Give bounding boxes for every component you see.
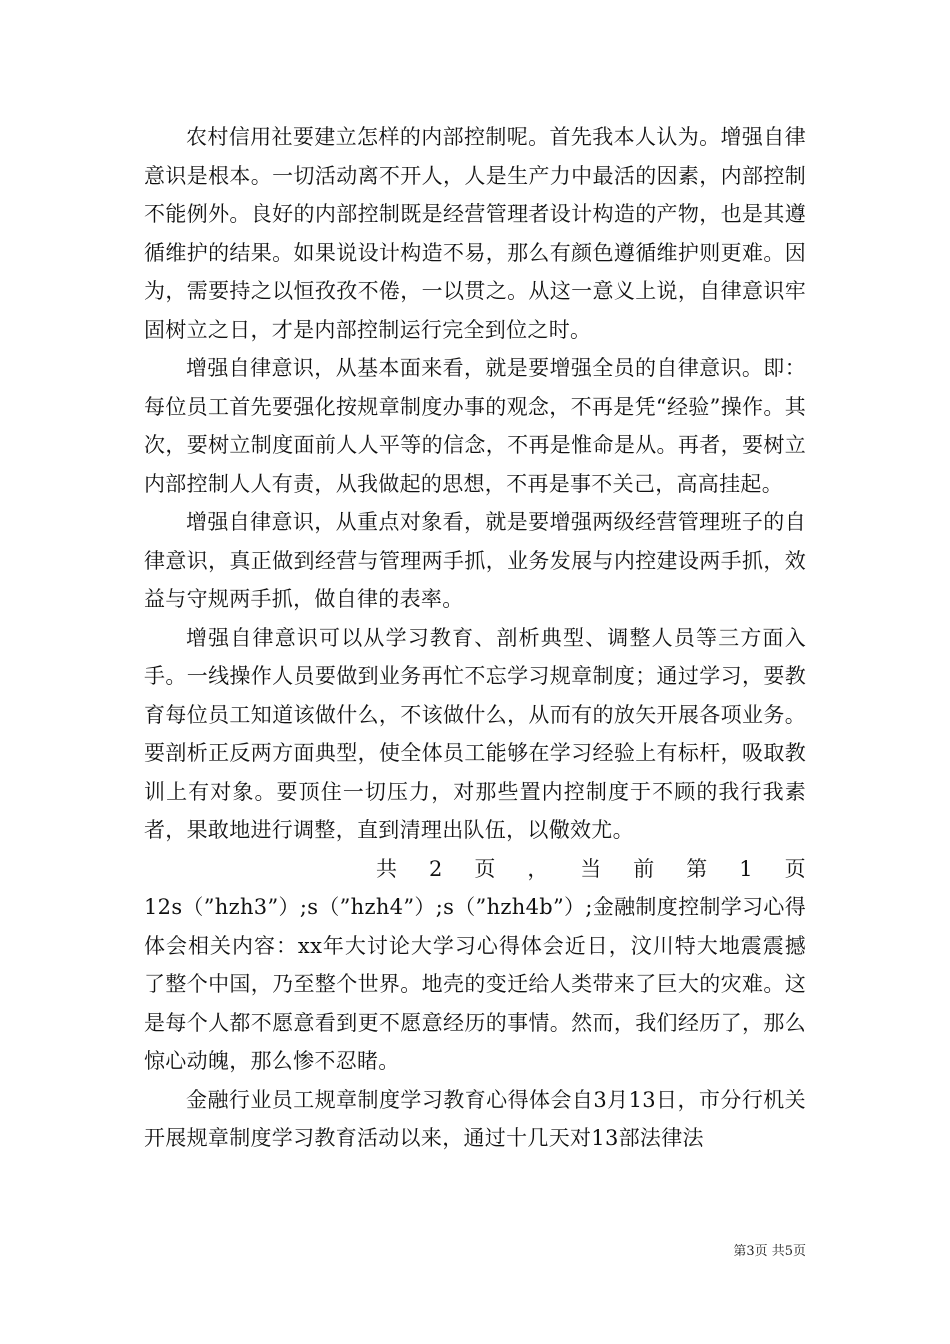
pager-char: ， — [527, 856, 549, 881]
paragraph-3: 增强自律意识，从重点对象看，就是要增强两级经营管理班子的自律意识，真正做到经营与管理两手抓，业务发展与内控建设两手抓，效益与守规两手抓，做自律的表率。 — [144, 510, 806, 611]
pager-char: 页 — [784, 856, 806, 881]
inline-page-indicator — [144, 850, 806, 889]
paragraph-4: 增强自律意识可以从学习教育、剖析典型、调整人员等三方面入手。一线操作人员要做到业务再忙不忘学习规章制度；通过学习，要教育每位员工知道该做什么，不该做什么，从而有的放矢开展各项业务。要剖析正反两方面典型，使全体员工能够在学习经验上有标杆，吸取教训上有对象。要顶住一切压力，对那些置内控制度于不顾的我行我素者，果敢地进行调整，直到清理出队伍，以儆效尤。 — [144, 625, 806, 842]
pager-char: 前 — [633, 856, 655, 881]
last-paragraph: 金融行业员工规章制度学习教育心得体会自3月13日，市分行机关开展规章制度学习教育活动以来，通过十几天对13部法律法 — [144, 1087, 806, 1150]
pager-char: 页 — [474, 856, 496, 881]
pager-char: 1 — [739, 856, 753, 881]
document-body — [144, 118, 806, 1158]
continuation-paragraph: 12s（”hzh3”）;s（”hzh4”）;s（”hzh4b”）;金融制度控制学习心得体会相关内容：xx年大讨论大学习心得体会近日，汶川特大地震震撼了整个中国，乃至整个世界。地壳的变迁给人类带来了巨大的灾难。这是每个人都不愿意看到更不愿意经历的事情。然而，我们经历了，那么惊心动魄，那么惨不忍睹。 — [144, 895, 806, 1073]
paragraph-1: 农村信用社要建立怎样的内部控制呢。首先我本人认为。增强自律意识是根本。一切活动离不开人，人是生产力中最活的因素，内部控制不能例外。良好的内部控制既是经营管理者设计构造的产物，也是其遵循维护的结果。如果说设计构造不易，那么有颜色遵循维护则更难。因为，需要持之以恒孜孜不倦，一以贯之。从这一意义上说，自律意识牢固树立之日，才是内部控制运行完全到位之时。 — [144, 125, 806, 342]
pager-char: 2 — [428, 856, 443, 881]
pager-char: 共 — [376, 856, 398, 881]
page-footer: 第3页 共5页 — [733, 1244, 806, 1259]
pager-char: 第 — [686, 856, 708, 881]
pager-char: 当 — [580, 856, 602, 881]
paragraph-2: 增强自律意识，从基本面来看，就是要增强全员的自律意识。即：每位员工首先要强化按规章制度办事的观念，不再是凭“经验”操作。其次，要树立制度面前人人平等的信念，不再是惟命是从。再者，要树立内部控制人人有责，从我做起的思想，不再是事不关己，高高挂起。 — [144, 356, 806, 496]
